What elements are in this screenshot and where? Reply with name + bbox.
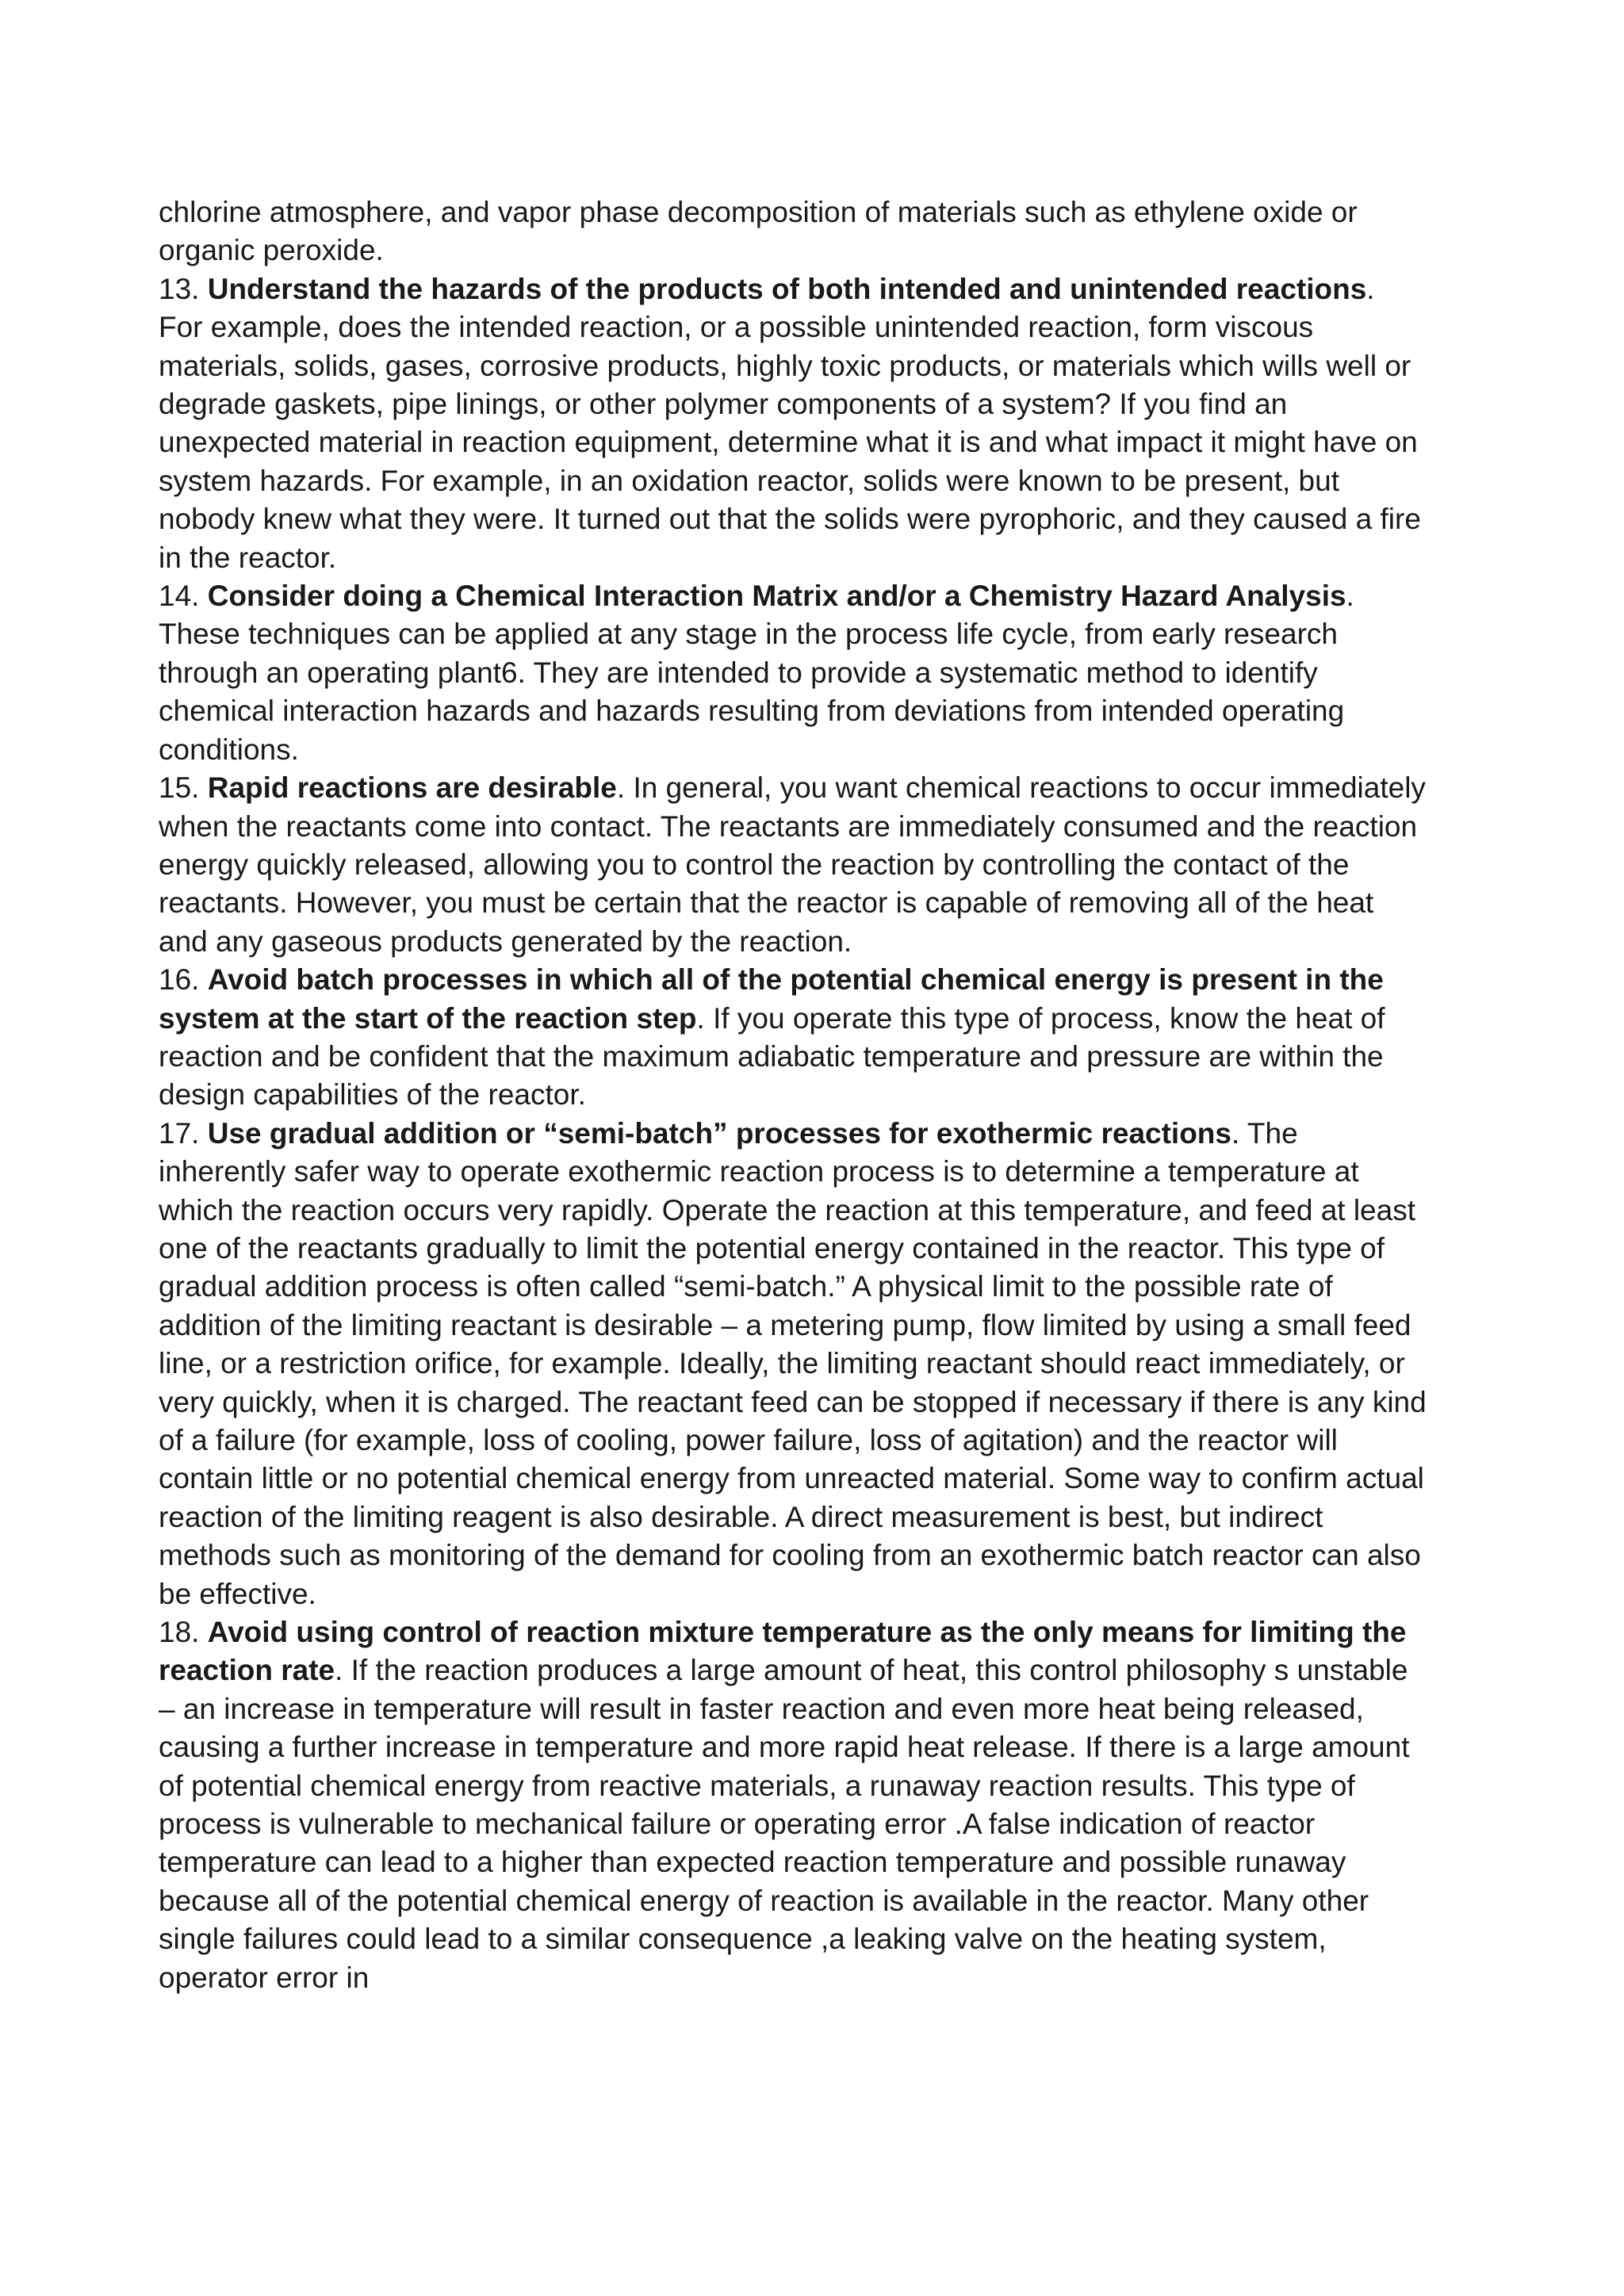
- item-14-title: Consider doing a Chemical Interaction Matrix and/or a Chemistry Hazard Analysis: [207, 580, 1346, 613]
- item-16-title: Avoid batch processes in which all of the potential chemical energy is present in the system at the start of the reaction step: [159, 963, 1384, 1035]
- item-18-title-end: .: [335, 1654, 343, 1687]
- item-17-paragraph: [159, 1115, 1427, 1613]
- item-15-number: 15.: [159, 771, 200, 805]
- item-15-paragraph: [159, 769, 1427, 961]
- item-16-paragraph: [159, 961, 1427, 1115]
- item-14-title-end: .: [1346, 580, 1354, 613]
- item-17-title: Use gradual addition or “semi-batch” processes for exothermic reactions: [207, 1116, 1231, 1150]
- item-14-heading: [159, 577, 1427, 615]
- item-15-title-end: .: [616, 771, 626, 805]
- item-18-number: 18.: [159, 1616, 200, 1649]
- item-14-body: These techniques can be applied at any stage in the process life cycle, from early research through an operating plant6. They are intended to provide a systematic method to identify chemical interaction hazards and hazards resulting from deviations from intended operating conditions.: [159, 618, 1345, 766]
- item-16-body: If you operate this type of process, know the heat of reaction and be confident that the maximum adiabatic temperature and pressure are within the design capabilities of the reactor.: [159, 1001, 1385, 1112]
- item-17-title-end: .: [1231, 1116, 1240, 1150]
- item-14-number: 14.: [159, 580, 200, 613]
- item-13-title: Understand the hazards of the products of both intended and unintended reactions: [207, 272, 1367, 305]
- item-15-title: Rapid reactions are desirable: [207, 771, 617, 805]
- item-13-title-end: .: [1366, 272, 1375, 305]
- item-17-number: 17.: [159, 1116, 200, 1150]
- item-13-heading: [159, 270, 1427, 308]
- item-15-body: In general, you want chemical reactions to occur immediately when the reactants come into contact. The reactants are immediately consumed and the reaction energy quickly released, allowing you to control the reaction by controlling the contact of the reactants. However, you must be certain that the reactor is capable of removing all of the heat and any gaseous products generated by the reaction.: [159, 771, 1426, 958]
- item-16-number: 16.: [159, 963, 200, 997]
- item-18-body: If the reaction produces a large amount of heat, this control philosophy s unstable – an increase in temperature will result in faster reaction and even more heat being released, causing a further increase in temperature and more rapid heat release. If there is a large amount of potential chemical energy from reactive materials, a runaway reaction results. This type of process is vulnerable to mechanical failure or operating error .A false indication of reactor temperature can lead to a higher than expected reaction temperature and possible runaway because all of the potential chemical energy of reaction is available in the reactor. Many other single failures could lead to a similar consequence ,a leaking valve on the heating system, operator error in: [159, 1654, 1410, 1994]
- intro-paragraph: chlorine atmosphere, and vapor phase decomposition of materials such as ethylene oxide or organic peroxide.: [159, 196, 1358, 267]
- item-17-body: The inherently safer way to operate exothermic reaction process is to determine a temperature at which the reaction occurs very rapidly. Operate the reaction at this temperature, and feed at least one of the reactants gradually to limit the potential energy contained in the reactor. This type of gradual addition process is often called “semi-batch.” A physical limit to the possible rate of addition of the limiting reactant is desirable – a metering pump, flow limited by using a small feed line, or a restriction orifice, for example. Ideally, the limiting reactant should react immediately, or very quickly, when it is charged. The reactant feed can be stopped if necessary if there is any kind of a failure (for example, loss of cooling, power failure, loss of agitation) and the reactor will contain little or no potential chemical energy from unreacted material. Some way to confirm actual reaction of the limiting reagent is also desirable. A direct measurement is best, but indirect methods such as monitoring of the demand for cooling from an exothermic batch reactor can also be effective.: [159, 1116, 1427, 1610]
- item-16-title-end: .: [696, 1001, 705, 1035]
- document-body: [159, 193, 1427, 1997]
- item-13-number: 13.: [159, 272, 200, 305]
- item-13-body: For example, does the intended reaction, or a possible unintended reaction, form viscous materials, solids, gases, corrosive products, highly toxic products, or materials which wills well or degrade gaskets, pipe linings, or other polymer components of a system? If you find an unexpected material in reaction equipment, determine what it is and what impact it might have on system hazards. For example, in an oxidation reactor, solids were known to be present, but nobody knew what they were. It turned out that the solids were pyrophoric, and they caused a fire in the reactor.: [159, 311, 1421, 574]
- item-18-title: Avoid using control of reaction mixture temperature as the only means for limiting the reaction rate: [159, 1616, 1407, 1687]
- item-18-paragraph: [159, 1613, 1427, 1997]
